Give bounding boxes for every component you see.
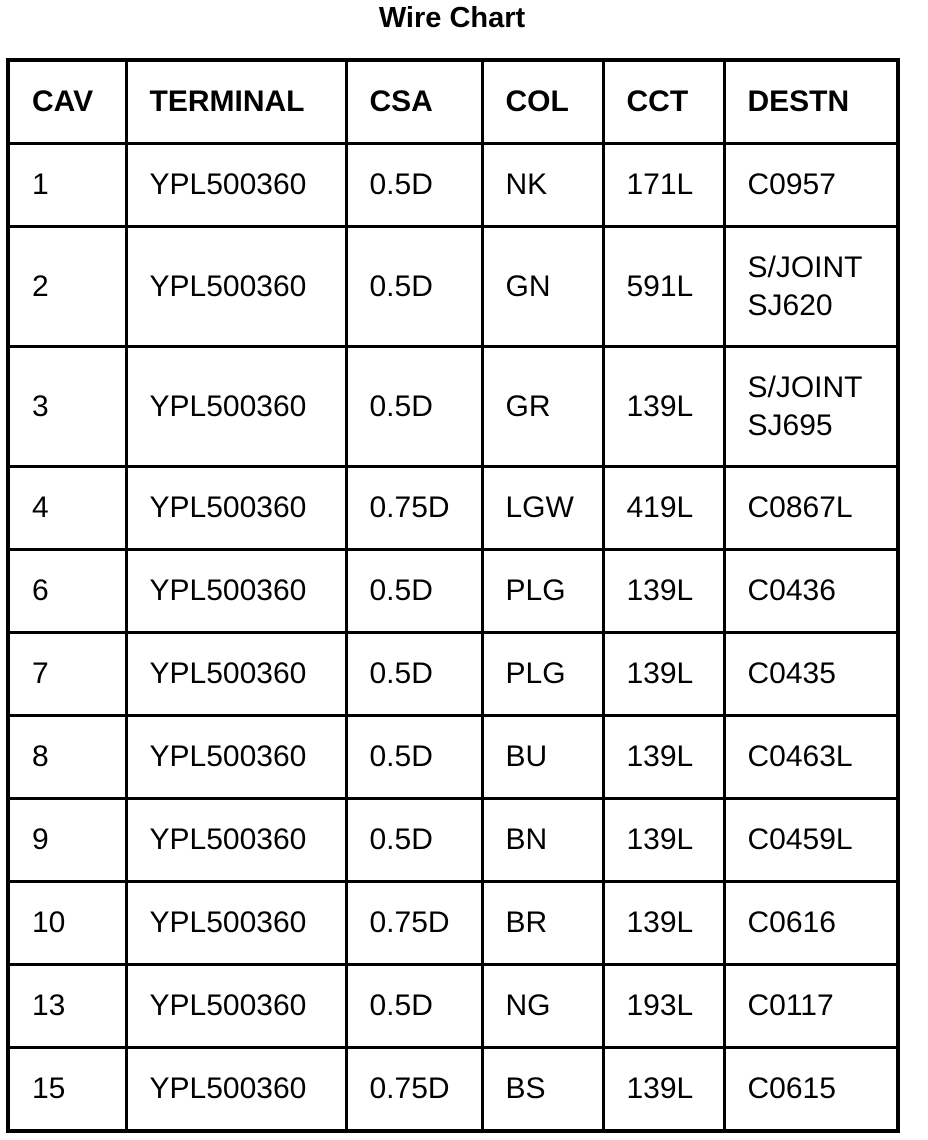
destn-line: C0867L <box>747 491 853 524</box>
cell-terminal: YPL500360 <box>126 550 346 633</box>
cell-cct: 591L <box>603 227 724 347</box>
table-row <box>8 144 898 227</box>
cell-cct: 139L <box>603 799 724 882</box>
cell-destn <box>724 144 898 227</box>
cell-cav: 7 <box>8 633 126 716</box>
cell-destn <box>724 882 898 965</box>
cell-col: BU <box>482 716 603 799</box>
table-row <box>8 633 898 716</box>
header-row <box>8 60 898 144</box>
cell-terminal: YPL500360 <box>126 633 346 716</box>
destn-line: C0615 <box>747 1072 836 1105</box>
cell-csa: 0.75D <box>346 1048 482 1132</box>
cell-csa: 0.5D <box>346 633 482 716</box>
destn-line: SJ695 <box>747 408 833 442</box>
table-row <box>8 227 898 347</box>
cell-col: BR <box>482 882 603 965</box>
cell-terminal: YPL500360 <box>126 347 346 467</box>
cell-csa: 0.5D <box>346 227 482 347</box>
cell-col: GN <box>482 227 603 347</box>
cell-destn <box>724 716 898 799</box>
cell-cav: 1 <box>8 144 126 227</box>
header-col: COL <box>482 60 603 144</box>
destn-line: C0459L <box>747 823 853 856</box>
wire-chart-table <box>6 58 900 1133</box>
cell-cct: 171L <box>603 144 724 227</box>
cell-terminal: YPL500360 <box>126 1048 346 1132</box>
cell-terminal: YPL500360 <box>126 882 346 965</box>
destn-line: C0957 <box>747 168 836 201</box>
cell-destn <box>724 965 898 1048</box>
cell-terminal: YPL500360 <box>126 227 346 347</box>
cell-cav: 13 <box>8 965 126 1048</box>
cell-cct: 139L <box>603 882 724 965</box>
cell-cct: 139L <box>603 633 724 716</box>
destn-line: C0436 <box>747 574 836 607</box>
cell-cav: 6 <box>8 550 126 633</box>
cell-cct: 139L <box>603 716 724 799</box>
cell-cct: 139L <box>603 1048 724 1132</box>
cell-csa: 0.5D <box>346 347 482 467</box>
cell-destn <box>724 1048 898 1132</box>
cell-cct: 139L <box>603 550 724 633</box>
table-row <box>8 1048 898 1132</box>
cell-csa: 0.75D <box>346 467 482 550</box>
cell-csa: 0.5D <box>346 144 482 227</box>
cell-col: LGW <box>482 467 603 550</box>
cell-col: BN <box>482 799 603 882</box>
cell-terminal: YPL500360 <box>126 965 346 1048</box>
cell-terminal: YPL500360 <box>126 799 346 882</box>
destn-line: SJ620 <box>747 288 833 322</box>
header-destn: DESTN <box>724 60 898 144</box>
cell-cav: 8 <box>8 716 126 799</box>
cell-destn <box>724 633 898 716</box>
header-cav: CAV <box>8 60 126 144</box>
destn-line: S/JOINT <box>747 370 863 404</box>
cell-csa: 0.75D <box>346 882 482 965</box>
cell-csa: 0.5D <box>346 965 482 1048</box>
cell-col: PLG <box>482 633 603 716</box>
table-row <box>8 799 898 882</box>
cell-col: NG <box>482 965 603 1048</box>
cell-destn <box>724 347 898 467</box>
cell-destn <box>724 550 898 633</box>
cell-col: BS <box>482 1048 603 1132</box>
cell-col: GR <box>482 347 603 467</box>
destn-line: C0616 <box>747 906 836 939</box>
table-body <box>8 144 898 1132</box>
cell-cav: 10 <box>8 882 126 965</box>
cell-destn <box>724 227 898 347</box>
cell-cct: 419L <box>603 467 724 550</box>
cell-cav: 4 <box>8 467 126 550</box>
table-row <box>8 965 898 1048</box>
cell-destn <box>724 799 898 882</box>
cell-terminal: YPL500360 <box>126 716 346 799</box>
cell-terminal: YPL500360 <box>126 144 346 227</box>
destn-line: C0463L <box>747 740 853 773</box>
table-row <box>8 882 898 965</box>
table-row <box>8 347 898 467</box>
cell-cav: 9 <box>8 799 126 882</box>
cell-cct: 193L <box>603 965 724 1048</box>
page-title: Wire Chart <box>378 2 526 34</box>
cell-col: NK <box>482 144 603 227</box>
table-row <box>8 716 898 799</box>
table-row <box>8 467 898 550</box>
header-cct: CCT <box>603 60 724 144</box>
header-csa: CSA <box>346 60 482 144</box>
cell-terminal: YPL500360 <box>126 467 346 550</box>
cell-csa: 0.5D <box>346 799 482 882</box>
cell-cav: 2 <box>8 227 126 347</box>
cell-cav: 15 <box>8 1048 126 1132</box>
destn-line: C0117 <box>747 989 834 1022</box>
table-row <box>8 550 898 633</box>
cell-csa: 0.5D <box>346 550 482 633</box>
cell-col: PLG <box>482 550 603 633</box>
cell-cct: 139L <box>603 347 724 467</box>
header-terminal: TERMINAL <box>126 60 346 144</box>
cell-destn <box>724 467 898 550</box>
destn-line: S/JOINT <box>747 250 863 284</box>
cell-csa: 0.5D <box>346 716 482 799</box>
destn-line: C0435 <box>747 657 836 690</box>
cell-cav: 3 <box>8 347 126 467</box>
